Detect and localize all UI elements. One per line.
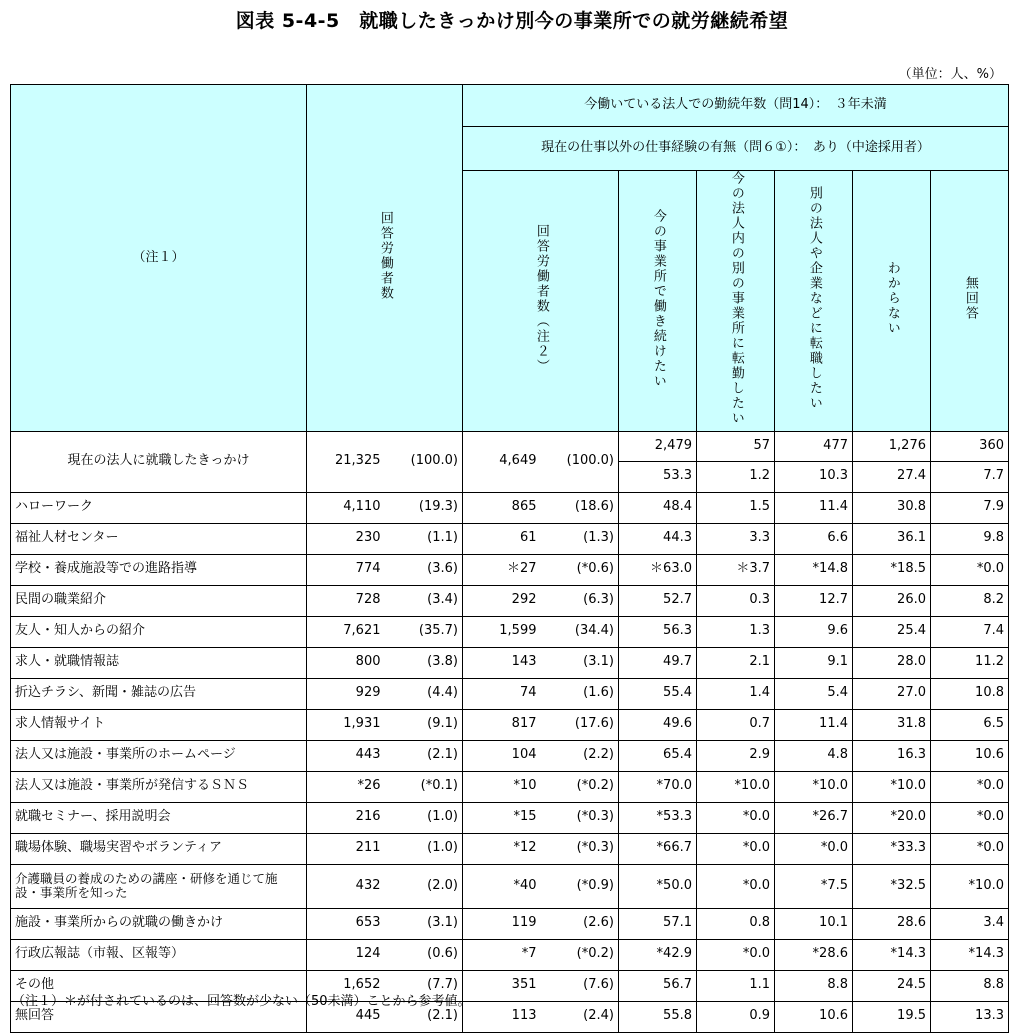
row-rate-transfer: *10.0 [697, 771, 775, 802]
row-label: 学校・養成施設等での進路指導 [11, 554, 307, 585]
row-rate-transfer: 1.4 [697, 678, 775, 709]
row-pct: (3.8) [385, 647, 463, 678]
row-pct2: (2.6) [541, 908, 619, 939]
row-rate-transfer: 2.1 [697, 647, 775, 678]
row-pct2: (2.4) [541, 1001, 619, 1032]
row-rate-unknown: 25.4 [853, 616, 931, 647]
row-rate-no-answer: *0.0 [931, 554, 1009, 585]
row-n2: 865 [463, 492, 541, 523]
page-title: 図表 5-4-5 就職したきっかけ別今の事業所での就労継続希望 [235, 10, 789, 32]
row-label: 民間の職業紹介 [11, 585, 307, 616]
header-group-tenure: 今働いている法人での勤続年数（問14）： ３年未満 [463, 85, 1009, 127]
row-rate-no-answer: 10.6 [931, 740, 1009, 771]
row-rate-stay: 55.4 [619, 678, 697, 709]
row-pct: (3.6) [385, 554, 463, 585]
total-rate-stay: 53.3 [619, 461, 697, 492]
row-n: 653 [307, 908, 385, 939]
row-label: 職場体験、職場実習やボランティア [11, 833, 307, 864]
row-n2: *12 [463, 833, 541, 864]
row-n: 211 [307, 833, 385, 864]
row-rate-change-job: *28.6 [775, 939, 853, 970]
row-n: 216 [307, 802, 385, 833]
row-n: 4,110 [307, 492, 385, 523]
row-rate-transfer: *0.0 [697, 864, 775, 908]
row-n2: 113 [463, 1001, 541, 1032]
row-rate-transfer: 2.9 [697, 740, 775, 771]
row-n: 7,621 [307, 616, 385, 647]
row-pct2: (1.6) [541, 678, 619, 709]
row-pct2: (6.3) [541, 585, 619, 616]
row-rate-unknown: *18.5 [853, 554, 931, 585]
row-pct2: (18.6) [541, 492, 619, 523]
row-rate-transfer: 3.3 [697, 523, 775, 554]
row-pct: (9.1) [385, 709, 463, 740]
row-n: 432 [307, 864, 385, 908]
row-n2: *7 [463, 939, 541, 970]
total-count-unknown: 1,276 [853, 431, 931, 461]
row-pct2: (*0.3) [541, 833, 619, 864]
total-label: 現在の法人に就職したきっかけ [11, 431, 307, 492]
row-rate-unknown: *32.5 [853, 864, 931, 908]
row-rate-unknown: 16.3 [853, 740, 931, 771]
row-rate-change-job: 11.4 [775, 492, 853, 523]
total-pct2: (100.0) [541, 431, 619, 492]
footnote: （注１）＊が付されているのは、回答数が少ない（50未満）ことから参考値。 [12, 994, 471, 1009]
row-rate-change-job: 5.4 [775, 678, 853, 709]
total-pct: (100.0) [385, 431, 463, 492]
row-rate-unknown: 27.0 [853, 678, 931, 709]
row-n2: *10 [463, 771, 541, 802]
row-rate-stay: 52.7 [619, 585, 697, 616]
header-col-transfer: 今の法人内の別の事業所に転勤したい [697, 171, 775, 432]
row-rate-unknown: *10.0 [853, 771, 931, 802]
total-n2: 4,649 [463, 431, 541, 492]
row-rate-transfer: 0.9 [697, 1001, 775, 1032]
table-row [11, 864, 1009, 908]
row-n: 230 [307, 523, 385, 554]
row-pct: (2.1) [385, 740, 463, 771]
row-rate-change-job: *7.5 [775, 864, 853, 908]
row-pct: (1.0) [385, 802, 463, 833]
row-pct: (19.3) [385, 492, 463, 523]
row-rate-stay: *53.3 [619, 802, 697, 833]
row-rate-stay: *50.0 [619, 864, 697, 908]
row-rate-stay: 44.3 [619, 523, 697, 554]
row-n: 929 [307, 678, 385, 709]
row-pct: (35.7) [385, 616, 463, 647]
row-rate-no-answer: 3.4 [931, 908, 1009, 939]
total-n: 21,325 [307, 431, 385, 492]
row-label: その他 [11, 970, 307, 1001]
row-rate-transfer: *0.0 [697, 833, 775, 864]
total-count-no-answer: 360 [931, 431, 1009, 461]
row-n2: 817 [463, 709, 541, 740]
row-pct2: (*0.2) [541, 771, 619, 802]
table-row [11, 939, 1009, 970]
row-rate-change-job: *0.0 [775, 833, 853, 864]
row-rate-stay: *70.0 [619, 771, 697, 802]
row-pct2: (17.6) [541, 709, 619, 740]
row-pct: (1.1) [385, 523, 463, 554]
row-n: 443 [307, 740, 385, 771]
table-row [11, 523, 1009, 554]
total-rate-unknown: 27.4 [853, 461, 931, 492]
table-row [11, 554, 1009, 585]
row-rate-no-answer: 7.9 [931, 492, 1009, 523]
row-label: ハローワーク [11, 492, 307, 523]
row-rate-no-answer: 10.8 [931, 678, 1009, 709]
row-label: 法人又は施設・事業所が発信するＳＮＳ [11, 771, 307, 802]
row-n2: 74 [463, 678, 541, 709]
row-n2: 143 [463, 647, 541, 678]
row-pct: (*0.1) [385, 771, 463, 802]
table-row [11, 647, 1009, 678]
row-rate-transfer: 1.5 [697, 492, 775, 523]
row-rate-unknown: *14.3 [853, 939, 931, 970]
row-rate-unknown: 26.0 [853, 585, 931, 616]
row-n: *26 [307, 771, 385, 802]
row-rate-change-job: 11.4 [775, 709, 853, 740]
row-rate-no-answer: *0.0 [931, 802, 1009, 833]
row-rate-no-answer: *0.0 [931, 833, 1009, 864]
row-label: 法人又は施設・事業所のホームページ [11, 740, 307, 771]
row-n: 445 [307, 1001, 385, 1032]
row-rate-stay: 56.3 [619, 616, 697, 647]
row-n2: 351 [463, 970, 541, 1001]
row-rate-no-answer: 6.5 [931, 709, 1009, 740]
row-n: 1,931 [307, 709, 385, 740]
row-pct: (1.0) [385, 833, 463, 864]
row-n: 124 [307, 939, 385, 970]
row-label: 介護職員の養成のための講座・研修を通じて施設・事業所を知った [11, 864, 307, 908]
row-pct: (3.1) [385, 908, 463, 939]
row-label: 行政広報誌（市報、区報等） [11, 939, 307, 970]
row-rate-no-answer: *10.0 [931, 864, 1009, 908]
header-col-unknown: わからない [853, 171, 931, 432]
row-label: 施設・事業所からの就職の働きかけ [11, 908, 307, 939]
table-row [11, 678, 1009, 709]
row-rate-no-answer: 11.2 [931, 647, 1009, 678]
row-pct: (3.4) [385, 585, 463, 616]
row-rate-transfer: 0.8 [697, 908, 775, 939]
row-rate-unknown: 30.8 [853, 492, 931, 523]
row-rate-no-answer: *0.0 [931, 771, 1009, 802]
row-n: 800 [307, 647, 385, 678]
row-rate-stay: *66.7 [619, 833, 697, 864]
row-rate-change-job: 12.7 [775, 585, 853, 616]
total-count-change-job: 477 [775, 431, 853, 461]
row-rate-transfer: 1.1 [697, 970, 775, 1001]
row-n2: 1,599 [463, 616, 541, 647]
table-row [11, 833, 1009, 864]
row-rate-stay: *42.9 [619, 939, 697, 970]
row-rate-no-answer: *14.3 [931, 939, 1009, 970]
row-n2: 119 [463, 908, 541, 939]
row-rate-no-answer: 8.2 [931, 585, 1009, 616]
table-row [11, 740, 1009, 771]
table-body [11, 431, 1009, 1032]
row-rate-stay: ＊63.0 [619, 554, 697, 585]
header-col-change-job: 別の法人や企業などに転職したい [775, 171, 853, 432]
row-rate-change-job: 9.1 [775, 647, 853, 678]
total-row-counts [11, 431, 1009, 461]
row-pct: (4.4) [385, 678, 463, 709]
row-rate-transfer: *0.0 [697, 802, 775, 833]
row-label: 求人・就職情報誌 [11, 647, 307, 678]
row-rate-stay: 65.4 [619, 740, 697, 771]
row-rate-change-job: 10.6 [775, 1001, 853, 1032]
row-rate-no-answer: 7.4 [931, 616, 1009, 647]
row-n2: 61 [463, 523, 541, 554]
row-pct: (2.1) [385, 1001, 463, 1032]
header-col-stay: 今の事業所で働き続けたい [619, 171, 697, 432]
total-rate-transfer: 1.2 [697, 461, 775, 492]
row-n2: ＊27 [463, 554, 541, 585]
row-rate-no-answer: 13.3 [931, 1001, 1009, 1032]
header-note1: （注１） [11, 85, 307, 432]
row-rate-change-job: 6.6 [775, 523, 853, 554]
row-pct2: (7.6) [541, 970, 619, 1001]
row-rate-unknown: 28.0 [853, 647, 931, 678]
row-pct: (0.6) [385, 939, 463, 970]
data-table [10, 84, 1009, 1033]
row-rate-unknown: 24.5 [853, 970, 931, 1001]
row-rate-unknown: 19.5 [853, 1001, 931, 1032]
row-rate-unknown: *33.3 [853, 833, 931, 864]
table-row [11, 492, 1009, 523]
row-rate-change-job: 4.8 [775, 740, 853, 771]
row-rate-stay: 55.8 [619, 1001, 697, 1032]
row-pct2: (3.1) [541, 647, 619, 678]
row-rate-no-answer: 9.8 [931, 523, 1009, 554]
row-rate-change-job: *26.7 [775, 802, 853, 833]
row-rate-unknown: 31.8 [853, 709, 931, 740]
total-count-stay: 2,479 [619, 431, 697, 461]
row-rate-transfer: *0.0 [697, 939, 775, 970]
row-rate-change-job: *10.0 [775, 771, 853, 802]
table-row [11, 709, 1009, 740]
row-rate-transfer: 1.3 [697, 616, 775, 647]
header-respondents2: 回答労働者数（注２） [463, 171, 619, 432]
table-row [11, 908, 1009, 939]
row-rate-unknown: *20.0 [853, 802, 931, 833]
row-n: 774 [307, 554, 385, 585]
row-n: 1,652 [307, 970, 385, 1001]
row-rate-stay: 57.1 [619, 908, 697, 939]
row-rate-change-job: *14.8 [775, 554, 853, 585]
row-label: 福祉人材センター [11, 523, 307, 554]
row-pct: (7.7) [385, 970, 463, 1001]
row-rate-stay: 56.7 [619, 970, 697, 1001]
row-rate-no-answer: 8.8 [931, 970, 1009, 1001]
row-rate-transfer: 0.7 [697, 709, 775, 740]
table-row [11, 802, 1009, 833]
row-rate-stay: 48.4 [619, 492, 697, 523]
row-label: 就職セミナー、採用説明会 [11, 802, 307, 833]
header-respondents: 回答労働者数 [307, 85, 463, 432]
row-n2: *40 [463, 864, 541, 908]
total-count-transfer: 57 [697, 431, 775, 461]
row-n: 728 [307, 585, 385, 616]
total-rate-change-job: 10.3 [775, 461, 853, 492]
row-rate-change-job: 9.6 [775, 616, 853, 647]
row-rate-change-job: 8.8 [775, 970, 853, 1001]
row-rate-stay: 49.7 [619, 647, 697, 678]
row-rate-transfer: ＊3.7 [697, 554, 775, 585]
row-n2: 104 [463, 740, 541, 771]
row-label: 求人情報サイト [11, 709, 307, 740]
row-label: 折込チラシ、新聞・雑誌の広告 [11, 678, 307, 709]
row-pct: (2.0) [385, 864, 463, 908]
row-n2: 292 [463, 585, 541, 616]
row-pct2: (34.4) [541, 616, 619, 647]
row-label: 無回答 [11, 1001, 307, 1032]
row-n2: *15 [463, 802, 541, 833]
row-pct2: (1.3) [541, 523, 619, 554]
table-row [11, 616, 1009, 647]
row-pct2: (*0.3) [541, 802, 619, 833]
header-col-no-answer: 無回答 [931, 171, 1009, 432]
table-row [11, 771, 1009, 802]
unit-label: （単位：人、%） [898, 67, 1002, 82]
row-pct2: (2.2) [541, 740, 619, 771]
row-pct2: (*0.6) [541, 554, 619, 585]
header-group-experience: 現在の仕事以外の仕事経験の有無（問６①）： あり（中途採用者） [463, 127, 1009, 171]
row-rate-stay: 49.6 [619, 709, 697, 740]
row-rate-unknown: 28.6 [853, 908, 931, 939]
row-rate-transfer: 0.3 [697, 585, 775, 616]
row-rate-unknown: 36.1 [853, 523, 931, 554]
row-pct2: (*0.9) [541, 864, 619, 908]
row-pct2: (*0.2) [541, 939, 619, 970]
row-label: 友人・知人からの紹介 [11, 616, 307, 647]
row-rate-change-job: 10.1 [775, 908, 853, 939]
table-row [11, 585, 1009, 616]
table-header [11, 85, 1009, 432]
total-rate-no-answer: 7.7 [931, 461, 1009, 492]
